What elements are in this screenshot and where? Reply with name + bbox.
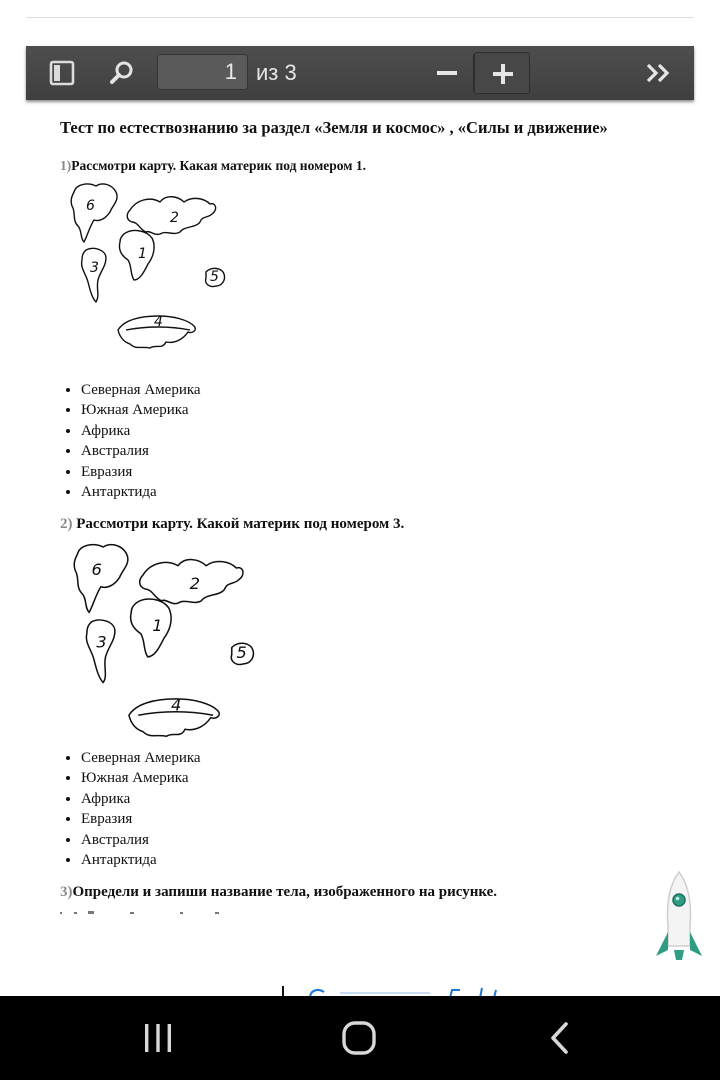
rocket-button[interactable] bbox=[652, 868, 706, 968]
recent-apps-button[interactable] bbox=[108, 996, 208, 1080]
clipped-text-fragment bbox=[60, 910, 230, 916]
map-1-label-2: 2 bbox=[170, 210, 179, 226]
pdf-toolbar bbox=[26, 46, 694, 100]
search-icon bbox=[109, 60, 135, 86]
option-1-1: • Северная Америка bbox=[81, 380, 201, 400]
map-1-label-1: 1 bbox=[138, 246, 147, 262]
sidebar-toggle-button[interactable] bbox=[40, 46, 84, 100]
answer-options-1 bbox=[52, 380, 201, 502]
rocket-icon bbox=[652, 868, 706, 968]
back-icon bbox=[548, 1020, 572, 1056]
option-1-3: • Африка bbox=[81, 421, 201, 441]
question-2-number: 2) bbox=[60, 516, 73, 532]
question-3 bbox=[60, 884, 497, 901]
question-2-text: Рассмотри карту. Какой материк под номером 3. bbox=[72, 516, 405, 532]
map-1-label-6: 6 bbox=[86, 198, 95, 214]
option-2-5: • Австралия bbox=[81, 830, 201, 850]
option-1-6: • Антарктида bbox=[81, 482, 201, 502]
map-2-label-4: 4 bbox=[171, 695, 182, 715]
map-2-label-3: 3 bbox=[96, 632, 107, 652]
world-map-image-2 bbox=[66, 540, 276, 748]
option-2-4: • Евразия bbox=[81, 809, 201, 829]
option-2-2: • Южная Америка bbox=[81, 768, 201, 788]
home-button[interactable] bbox=[309, 996, 409, 1080]
question-3-text: Определи и запиши название тела, изображенного на рисунке. bbox=[72, 884, 498, 900]
page-total-label: из 3 bbox=[256, 60, 297, 85]
option-1-5: • Евразия bbox=[81, 462, 201, 482]
option-2-3: • Африка bbox=[81, 789, 201, 809]
question-1-number: 1) bbox=[60, 158, 72, 173]
zoom-in-icon bbox=[492, 63, 514, 85]
home-icon bbox=[341, 1020, 377, 1056]
back-button[interactable] bbox=[510, 996, 610, 1080]
question-3-number: 3) bbox=[60, 884, 73, 900]
sidebar-toggle-icon bbox=[49, 60, 75, 86]
zoom-in-button[interactable] bbox=[474, 52, 530, 94]
zoom-out-icon bbox=[436, 62, 458, 84]
map-1-label-4: 4 bbox=[154, 314, 163, 330]
map-1-label-5: 5 bbox=[210, 269, 219, 285]
zoom-out-button[interactable] bbox=[424, 46, 470, 100]
option-2-1: • Северная Америка bbox=[81, 748, 201, 768]
map-1-label-3: 3 bbox=[90, 260, 99, 276]
page-number-input[interactable]: 1 bbox=[157, 54, 248, 90]
search-button[interactable] bbox=[100, 46, 144, 100]
double-chevron-right-icon bbox=[645, 62, 673, 84]
option-1-2: • Южная Америка bbox=[81, 400, 201, 420]
option-2-6: • Антарктида bbox=[81, 850, 201, 870]
question-1 bbox=[60, 158, 366, 174]
map-2-label-5: 5 bbox=[236, 643, 247, 663]
map-2-label-6: 6 bbox=[91, 560, 102, 580]
question-2 bbox=[60, 516, 404, 533]
world-map-image-1 bbox=[66, 180, 242, 358]
answer-options-2 bbox=[52, 748, 201, 870]
document-title: Тест по естествознанию за раздел «Земля и космос» , «Силы и движение» bbox=[60, 118, 608, 137]
map-2-label-1: 1 bbox=[152, 616, 163, 636]
more-tools-button[interactable] bbox=[636, 46, 682, 100]
system-navigation-bar bbox=[0, 996, 720, 1080]
option-1-4: • Австралия bbox=[81, 441, 201, 461]
top-divider bbox=[26, 17, 694, 18]
map-2-label-2: 2 bbox=[189, 574, 201, 594]
question-1-text: Рассмотри карту. Какая материк под номером 1. bbox=[71, 158, 366, 173]
recent-apps-icon bbox=[142, 1022, 174, 1054]
